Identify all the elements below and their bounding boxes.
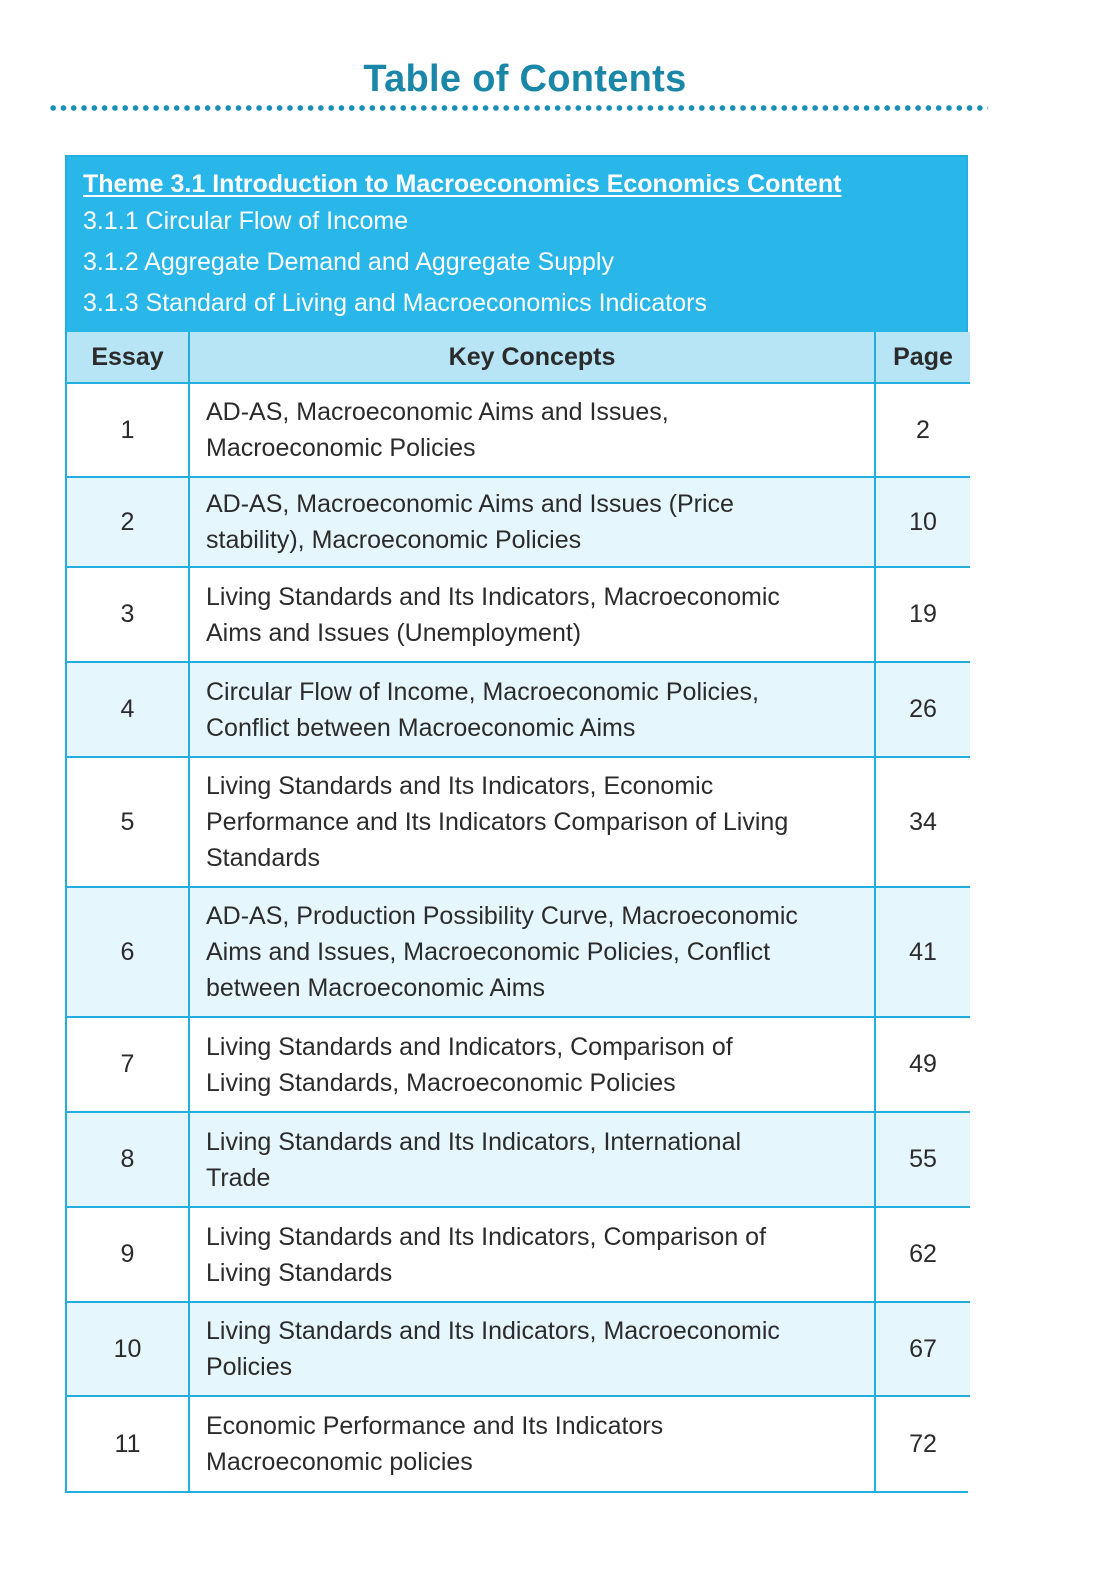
key-concepts-cell bbox=[189, 1396, 875, 1491]
key-concepts-line: Economic Performance and Its Indicators bbox=[206, 1412, 664, 1440]
key-concepts-line: Conflict between Macroeconomic Aims bbox=[206, 713, 636, 742]
page-number[interactable]: 67 bbox=[875, 1302, 970, 1396]
key-concepts-cell bbox=[189, 662, 875, 757]
page-number[interactable]: 49 bbox=[875, 1017, 970, 1112]
essay-number: 6 bbox=[67, 887, 189, 1017]
table-row[interactable] bbox=[67, 1112, 970, 1207]
key-concepts-cell bbox=[189, 887, 875, 1017]
dotted-divider bbox=[48, 103, 988, 113]
essay-number: 1 bbox=[67, 383, 189, 477]
key-concepts-line: AD-AS, Macroeconomic Aims and Issues (Price bbox=[206, 490, 734, 518]
table-row[interactable] bbox=[67, 1396, 970, 1491]
table-row[interactable] bbox=[67, 1207, 970, 1302]
page-number[interactable]: 2 bbox=[875, 383, 970, 477]
key-concepts-line: Circular Flow of Income, Macroeconomic Policies, bbox=[206, 677, 759, 706]
table-row[interactable] bbox=[67, 1017, 970, 1112]
page-number[interactable]: 72 bbox=[875, 1396, 970, 1491]
subtopic-3-1-2: 3.1.2 Aggregate Demand and Aggregate Supply bbox=[83, 248, 614, 276]
key-concepts-line: Aims and Issues, Macroeconomic Policies, Conflict bbox=[206, 938, 771, 966]
theme-title[interactable]: Theme 3.1 Introduction to Macroeconomics Economics Content bbox=[83, 170, 842, 198]
key-concepts-line: between Macroeconomic Aims bbox=[206, 974, 546, 1002]
key-concepts-line: Living Standards bbox=[206, 1258, 393, 1287]
essay-number: 3 bbox=[67, 567, 189, 662]
table-row[interactable] bbox=[67, 567, 970, 662]
theme-header bbox=[67, 157, 966, 332]
key-concepts-cell bbox=[189, 1017, 875, 1112]
essay-table bbox=[67, 332, 970, 1491]
key-concepts-line: AD-AS, Production Possibility Curve, Macroeconomic bbox=[206, 902, 798, 930]
table-row[interactable] bbox=[67, 662, 970, 757]
page-number[interactable]: 10 bbox=[875, 477, 970, 567]
essay-number: 4 bbox=[67, 662, 189, 757]
key-concepts-line: Aims and Issues (Unemployment) bbox=[206, 618, 582, 647]
page-number[interactable]: 34 bbox=[875, 757, 970, 887]
key-concepts-line: AD-AS, Macroeconomic Aims and Issues, bbox=[206, 398, 669, 426]
page-title: Table of Contents bbox=[363, 58, 687, 100]
table-row[interactable] bbox=[67, 757, 970, 887]
essay-number: 5 bbox=[67, 757, 189, 887]
key-concepts-line: Policies bbox=[206, 1353, 293, 1381]
key-concepts-line: Trade bbox=[206, 1163, 271, 1192]
column-header-key-concepts: Key Concepts bbox=[189, 332, 875, 383]
key-concepts-line: Living Standards and Its Indicators, Economic bbox=[206, 772, 714, 800]
essay-number: 11 bbox=[67, 1396, 189, 1491]
key-concepts-line: Living Standards and Its Indicators, International bbox=[206, 1127, 742, 1156]
page-number[interactable]: 19 bbox=[875, 567, 970, 662]
essay-number: 9 bbox=[67, 1207, 189, 1302]
essay-number: 10 bbox=[67, 1302, 189, 1396]
key-concepts-line: Living Standards and Its Indicators, Macroeconomic bbox=[206, 1317, 780, 1345]
key-concepts-line: Living Standards, Macroeconomic Policies bbox=[206, 1068, 676, 1097]
table-row[interactable] bbox=[67, 887, 970, 1017]
column-header-essay: Essay bbox=[67, 332, 189, 383]
key-concepts-line: Macroeconomic Policies bbox=[206, 434, 476, 462]
subtopic-3-1-3: 3.1.3 Standard of Living and Macroeconomics Indicators bbox=[83, 289, 707, 317]
essay-number: 2 bbox=[67, 477, 189, 567]
table-header-row bbox=[67, 332, 970, 383]
page-number[interactable]: 26 bbox=[875, 662, 970, 757]
key-concepts-cell bbox=[189, 1112, 875, 1207]
column-header-page: Page bbox=[875, 332, 970, 383]
essay-number: 8 bbox=[67, 1112, 189, 1207]
essay-number: 7 bbox=[67, 1017, 189, 1112]
key-concepts-line: Performance and Its Indicators Comparison of Living bbox=[206, 808, 789, 836]
key-concepts-cell bbox=[189, 757, 875, 887]
page-number[interactable]: 41 bbox=[875, 887, 970, 1017]
key-concepts-cell bbox=[189, 1207, 875, 1302]
key-concepts-line: Macroeconomic policies bbox=[206, 1448, 473, 1476]
key-concepts-cell bbox=[189, 1302, 875, 1396]
key-concepts-line: stability), Macroeconomic Policies bbox=[206, 526, 582, 554]
key-concepts-line: Standards bbox=[206, 844, 320, 872]
subtopic-3-1-1: 3.1.1 Circular Flow of Income bbox=[83, 207, 409, 235]
key-concepts-line: Living Standards and Indicators, Comparison of bbox=[206, 1032, 733, 1061]
key-concepts-cell bbox=[189, 567, 875, 662]
key-concepts-line: Living Standards and Its Indicators, Comparison of bbox=[206, 1222, 767, 1251]
key-concepts-cell bbox=[189, 477, 875, 567]
key-concepts-cell bbox=[189, 383, 875, 477]
table-row[interactable] bbox=[67, 383, 970, 477]
table-row[interactable] bbox=[67, 1302, 970, 1396]
page-number[interactable]: 62 bbox=[875, 1207, 970, 1302]
page-number[interactable]: 55 bbox=[875, 1112, 970, 1207]
contents-table bbox=[65, 155, 968, 1493]
key-concepts-line: Living Standards and Its Indicators, Macroeconomic bbox=[206, 582, 780, 611]
table-row[interactable] bbox=[67, 477, 970, 567]
